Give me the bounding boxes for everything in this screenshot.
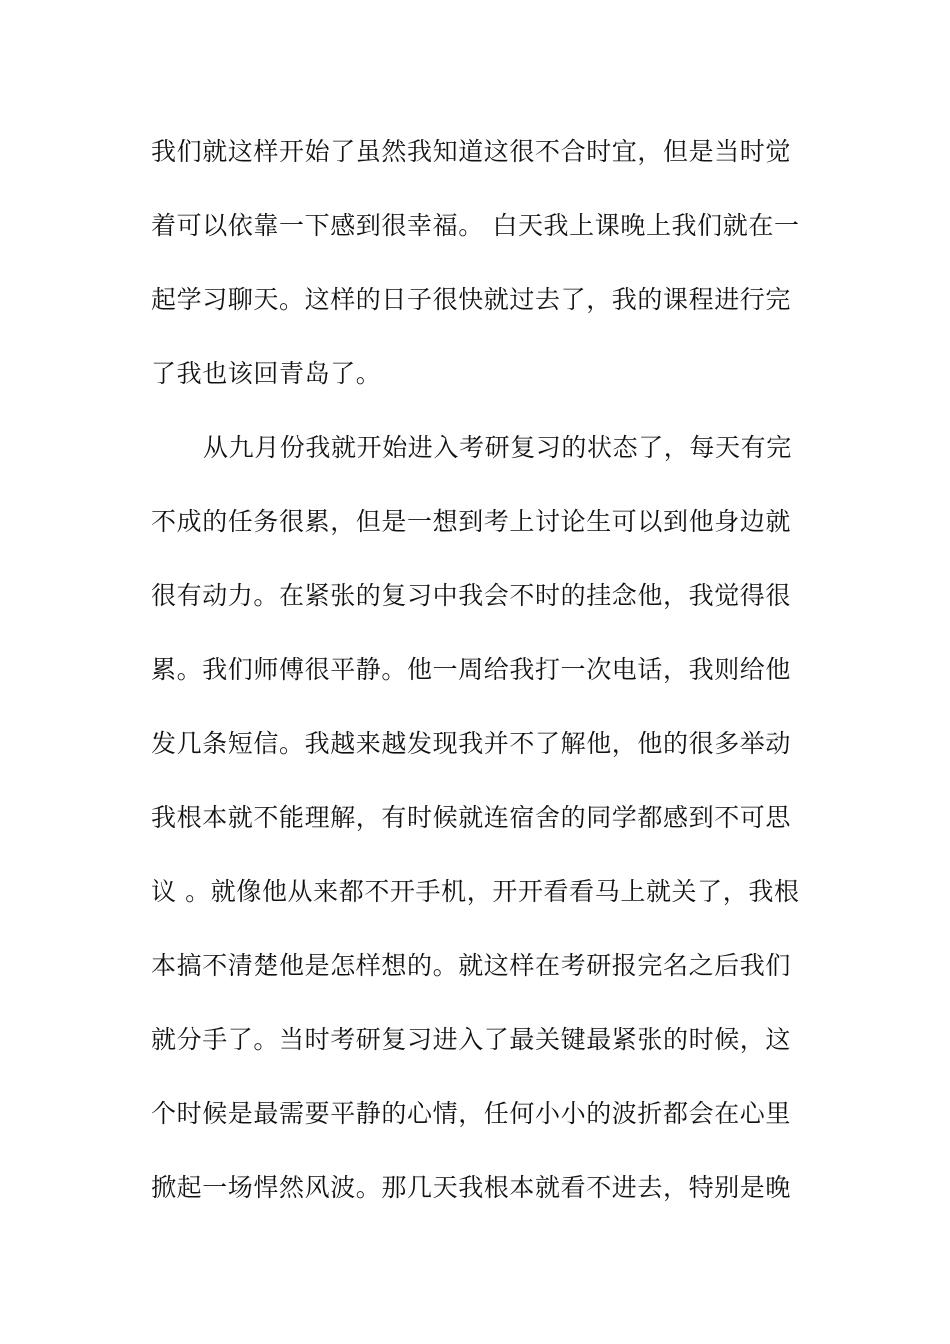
text-line: 发几条短信。我越来越发现我并不了解他，他的很多举动 [151, 729, 792, 758]
text-line: 累。我们师傅很平静。他一周给我打一次电话，我则给他 [151, 655, 792, 684]
text-line: 个时候是最需要平静的心情，任何小小的波折都会在心里 [151, 1099, 792, 1128]
text-line: 不成的任务很累，但是一想到考上讨论生可以到他身边就 [151, 507, 792, 536]
paragraph-start-line: 从九月份我就开始进入考研复习的状态了，每天有完 [203, 433, 792, 462]
text-line: 就分手了。当时考研复习进入了最关键最紧张的时候，这 [151, 1025, 792, 1054]
text-line: 很有动力。在紧张的复习中我会不时的挂念他，我觉得很 [151, 581, 792, 610]
text-line: 了我也该回青岛了。 [151, 359, 382, 388]
text-line: 议 。就像他从来都不开手机，开开看看马上就关了，我根 [151, 877, 800, 906]
text-line: 掀起一场悍然风波。那几天我根本就看不进去，特别是晚 [151, 1173, 792, 1202]
text-line: 我们就这样开始了虽然我知道这很不合时宜，但是当时觉 [151, 137, 792, 166]
text-line: 着可以依靠一下感到很幸福。 白天我上课晚上我们就在一 [151, 211, 800, 240]
text-line: 起学习聊天。这样的日子很快就过去了，我的课程进行完 [151, 285, 792, 314]
body-text [151, 127, 811, 1237]
text-line: 我根本就不能理解，有时候就连宿舍的同学都感到不可思 [151, 803, 792, 832]
text-line: 本搞不清楚他是怎样想的。就这样在考研报完名之后我们 [151, 951, 792, 980]
